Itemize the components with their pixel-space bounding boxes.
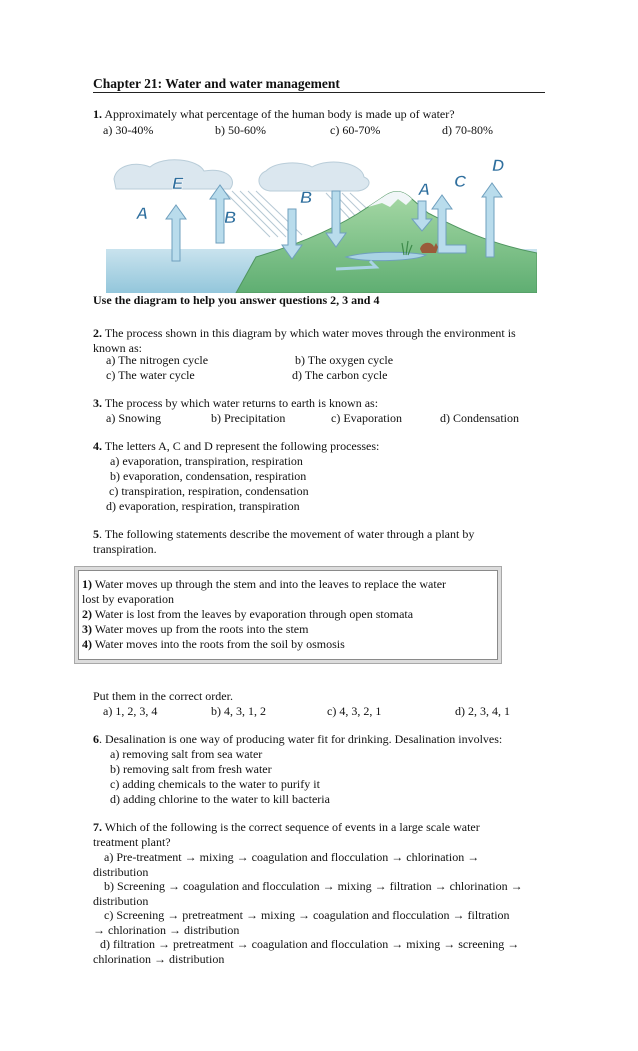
q7-question [93, 820, 480, 835]
q3-text: The process by which water returns to earth is known as: [104, 396, 379, 410]
q7-text-line1: Which of the following is the correct sequence of events in a large scale water [104, 820, 480, 834]
q7-option-b-line2: distribution [93, 894, 149, 908]
q3-question [93, 396, 378, 411]
label-a-left: A [136, 204, 149, 223]
q7-text-line2: treatment plant? [93, 835, 171, 849]
q3-option-b: b) Precipitation [211, 411, 286, 425]
q5-option-c: c) 4, 3, 2, 1 [327, 704, 382, 718]
statement-2-number: 2) [82, 607, 92, 621]
q7-number: 7. [93, 820, 102, 834]
q6-question [93, 732, 502, 747]
diagram-instruction: Use the diagram to help you answer questions 2, 3 and 4 [93, 293, 380, 307]
q7-option-d-line2: chlorination → distribution [93, 952, 225, 966]
q1-option-c: c) 60-70% [330, 123, 381, 137]
q7-option-d-line1: d) filtration → pretreatment → coagulation and flocculation → mixing → screening → [100, 937, 520, 951]
q4-number: 4. [93, 439, 102, 453]
statement-4-number: 4) [82, 637, 92, 651]
q7-option-a-line1: a) Pre-treatment → mixing → coagulation and flocculation → chlorination → [104, 850, 480, 864]
label-b-left: B [224, 208, 237, 227]
q5-option-d: d) 2, 3, 4, 1 [455, 704, 510, 718]
statement-1-continued [82, 592, 446, 607]
statement-4 [82, 637, 446, 652]
statement-3 [82, 622, 446, 637]
q1-text: Approximately what percentage of the human body is made up of water? [104, 107, 455, 121]
q4-option-a: a) evaporation, transpiration, respiration [110, 454, 303, 468]
q1-question [93, 107, 455, 122]
q7-option-c-line1: c) Screening → pretreatment → mixing → coagulation and flocculation → filtration [104, 908, 510, 922]
q2-option-a: a) The nitrogen cycle [106, 353, 209, 367]
q2-option-d: d) The carbon cycle [292, 368, 388, 382]
q6-option-a: a) removing salt from sea water [110, 747, 263, 761]
q4-option-d: d) evaporation, respiration, transpiration [106, 499, 300, 513]
statement-3-text: Water moves up from the roots into the stem [92, 622, 309, 636]
q3-option-a: a) Snowing [106, 411, 161, 425]
q2-option-b: b) The oxygen cycle [295, 353, 394, 367]
q1-number: 1. [93, 107, 102, 121]
statement-4-text: Water moves into the roots from the soil by osmosis [92, 637, 345, 651]
statement-1-cont-text: lost by evaporation [82, 592, 174, 606]
q4-question [93, 439, 379, 454]
label-d: D [492, 157, 505, 175]
q6-number: 6 [93, 732, 99, 746]
q5-number: 5 [93, 527, 99, 541]
q4-option-b: b) evaporation, condensation, respiration [110, 469, 307, 483]
label-c: C [454, 172, 467, 191]
q7-option-b-line1: b) Screening → coagulation and flocculation → mixing → filtration → chlorination → [104, 879, 523, 893]
statement-1 [82, 577, 446, 592]
q2-question [93, 326, 516, 341]
q2-text-line1: The process shown in this diagram by which water moves through the environment is [104, 326, 516, 340]
q7-option-c-line2: → chlorination → distribution [93, 923, 240, 937]
label-b-middle: B [300, 188, 313, 207]
chapter-title: Chapter 21: Water and water management [93, 76, 340, 91]
q1-option-d: d) 70-80% [442, 123, 493, 137]
q1-option-b: b) 50-60% [215, 123, 266, 137]
q3-option-c: c) Evaporation [331, 411, 402, 425]
q6-option-b: b) removing salt from fresh water [110, 762, 272, 776]
q3-option-d: d) Condensation [440, 411, 519, 425]
q5-option-b: b) 4, 3, 1, 2 [211, 704, 266, 718]
q5-question [93, 527, 474, 542]
q7-option-a-line2: distribution [93, 865, 149, 879]
q2-option-c: c) The water cycle [106, 368, 195, 382]
q6-option-c: c) adding chemicals to the water to purify it [110, 777, 320, 791]
q2-number: 2. [93, 326, 102, 340]
q5-text-line1: . The following statements describe the movement of water through a plant by [99, 527, 475, 541]
cloud-middle [259, 162, 369, 191]
q6-option-d: d) adding chlorine to the water to kill bacteria [110, 792, 330, 806]
q1-option-a: a) 30-40% [103, 123, 154, 137]
q6-text: . Desalination is one way of producing water fit for drinking. Desalination involves: [99, 732, 503, 746]
q4-option-c: c) transpiration, respiration, condensation [109, 484, 309, 498]
q4-text: The letters A, C and D represent the following processes: [104, 439, 380, 453]
statement-3-number: 3) [82, 622, 92, 636]
water-cycle-diagram [106, 157, 537, 293]
q5-option-a: a) 1, 2, 3, 4 [103, 704, 158, 718]
label-a-right: A [418, 180, 431, 199]
q5-instruction: Put them in the correct order. [93, 689, 233, 703]
title-underline [93, 92, 545, 93]
statement-1-number: 1) [82, 577, 92, 591]
statement-1-text: Water moves up through the stem and into the leaves to replace the water [92, 577, 447, 591]
label-e: E [172, 174, 184, 193]
q2-text-line2: known as: [93, 341, 142, 355]
q3-number: 3. [93, 396, 102, 410]
statement-2-text: Water is lost from the leaves by evaporation through open stomata [92, 607, 414, 621]
q5-text-line2: transpiration. [93, 542, 157, 556]
statements-box [78, 570, 498, 660]
statement-2 [82, 607, 446, 622]
